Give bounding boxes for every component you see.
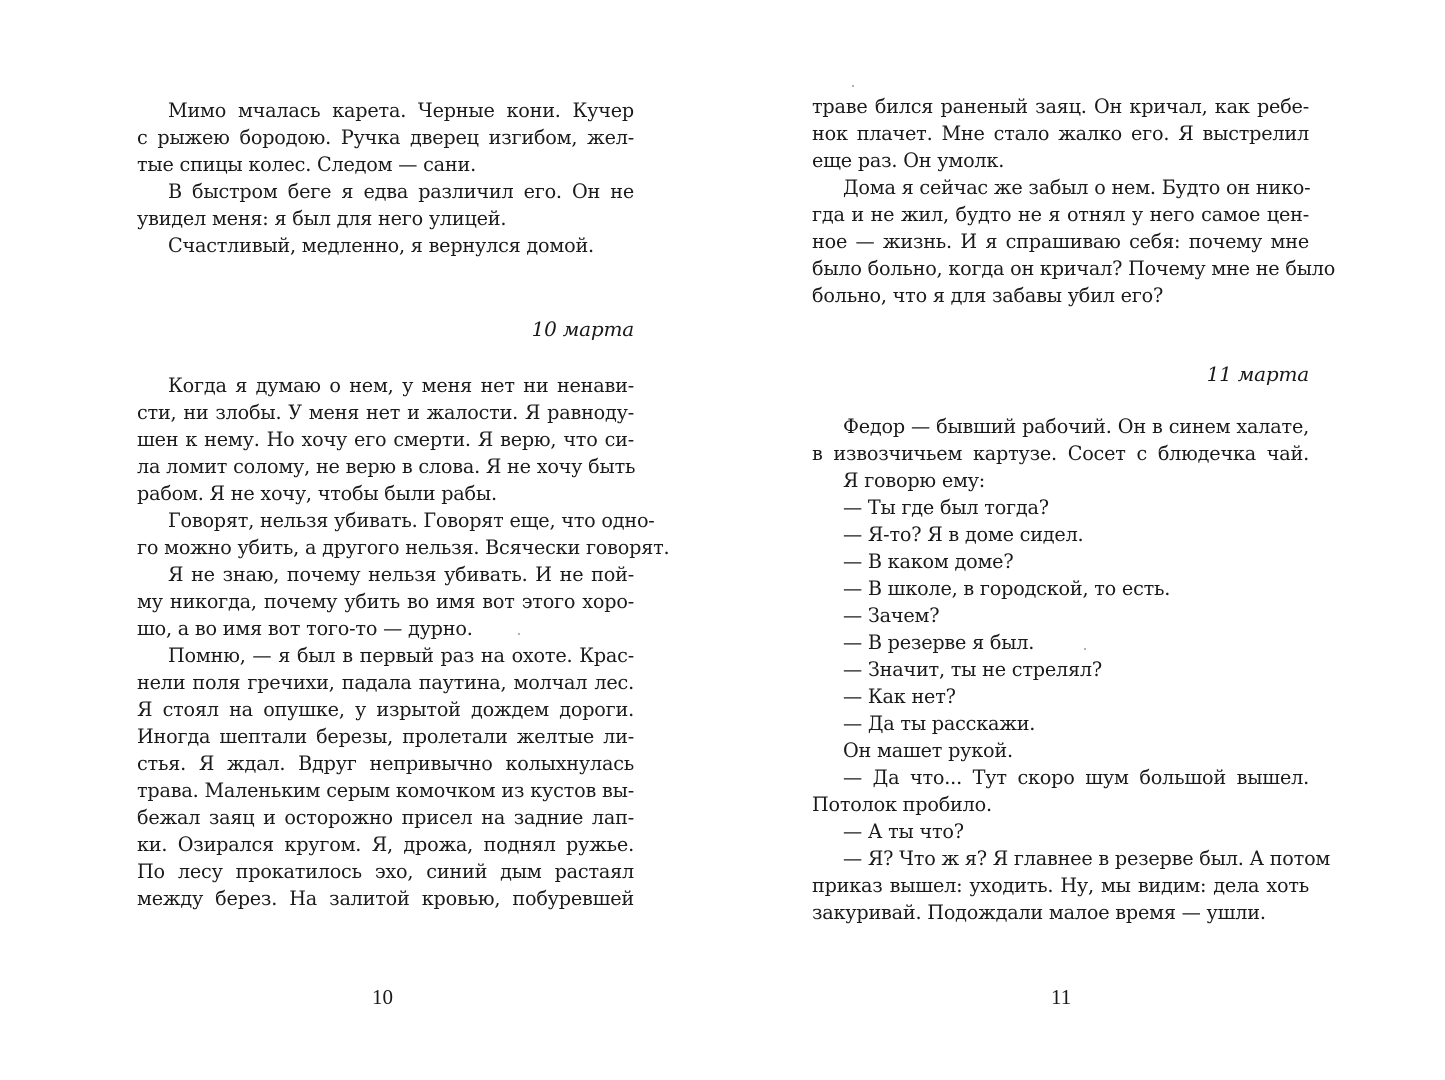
left-page	[0, 0, 722, 1080]
right-text-block-1	[812, 93, 1336, 309]
text-line: Я стоял на опушке, у изрытой дождем дороги.	[137, 698, 634, 721]
text-line: — Я? Что ж я? Я главнее в резерве был. А потом	[843, 847, 1331, 870]
text-line: Когда я думаю о нем, у меня нет ни ненави-	[168, 374, 634, 397]
text-line: еще раз. Он умолк.	[812, 149, 1005, 172]
paper-speck	[852, 85, 854, 87]
right-text-block-2	[812, 413, 1331, 926]
date-heading: 10 марта	[531, 317, 634, 341]
text-line: му никогда, почему убить во имя вот этого хоро-	[137, 590, 634, 613]
text-line: нок плачет. Мне стало жалко его. Я выстрелил	[812, 122, 1309, 145]
left-text-block-1	[137, 97, 634, 259]
text-line: рабом. Я не хочу, чтобы были рабы.	[137, 482, 497, 505]
text-line: трава. Маленьким серым комочком из кустов вы-	[137, 779, 634, 802]
text-line: траве бился раненый заяц. Он кричал, как ребе-	[812, 95, 1309, 118]
text-line: стья. Я ждал. Вдруг непривычно колыхнулась	[137, 752, 634, 775]
text-line: — Да что... Тут скоро шум большой вышел.	[843, 766, 1309, 789]
text-line: между берез. На залитой кровью, побуревшей	[137, 887, 634, 910]
text-line: больно, что я для забавы убил его?	[812, 284, 1164, 307]
text-line: Помню, — я был в первый раз на охоте. Крас-	[168, 644, 634, 667]
text-line: нели поля гречихи, падала паутина, молчал лес.	[137, 671, 634, 694]
text-line: было больно, когда он кричал? Почему мне не было	[812, 257, 1336, 280]
text-line: — В резерве я был.	[843, 631, 1035, 654]
page-number: 11	[1051, 985, 1072, 1009]
text-line: увидел меня: я был для него улицей.	[137, 207, 507, 230]
right-date-heading-block	[812, 361, 1309, 388]
text-line: Я говорю ему:	[843, 469, 986, 492]
text-line: Я не знаю, почему нельзя убивать. И не пой-	[168, 563, 634, 586]
text-line: Потолок пробило.	[812, 793, 992, 816]
text-line: шо, а во имя вот того-то — дурно.	[137, 617, 473, 640]
text-line: Мимо мчалась карета. Черные кони. Кучер	[168, 99, 634, 122]
text-line: Счастливый, медленно, я вернулся домой.	[168, 234, 594, 257]
text-line: — Я-то? Я в доме сидел.	[843, 523, 1084, 546]
text-line: — А ты что?	[843, 820, 964, 843]
text-line: — Зачем?	[843, 604, 940, 627]
text-line: Дома я сейчас же забыл о нем. Будто он нико-	[843, 176, 1311, 199]
left-text-block-2	[137, 372, 670, 912]
paper-speck	[518, 633, 520, 635]
paper-speck	[1084, 648, 1086, 650]
text-line: приказ вышел: уходить. Ну, мы видим: дела хоть	[812, 874, 1309, 897]
text-line: Он машет рукой.	[843, 739, 1013, 762]
text-line: — Значит, ты не стрелял?	[843, 658, 1102, 681]
page-number: 10	[372, 985, 393, 1009]
text-line: шен к нему. Но хочу его смерти. Я верю, что си-	[137, 428, 634, 451]
text-line: в извозчичьем картузе. Сосет с блюдечка чай.	[812, 442, 1309, 465]
right-page	[722, 0, 1445, 1080]
text-line: ки. Озирался кругом. Я, дрожа, поднял ружье.	[137, 833, 634, 856]
text-line: го можно убить, а другого нельзя. Всячески говорят.	[137, 536, 670, 559]
left-date-heading-block	[137, 316, 634, 343]
text-line: тые спицы колес. Следом — сани.	[137, 153, 476, 176]
text-line: закуривай. Подождали малое время — ушли.	[812, 901, 1266, 924]
text-line: сти, ни злобы. У меня нет и жалости. Я равноду-	[137, 401, 634, 424]
text-line: Иногда шептали березы, пролетали желтые ли-	[137, 725, 634, 748]
text-line: Говорят, нельзя убивать. Говорят еще, что одно-	[168, 509, 655, 532]
text-line: с рыжею бородою. Ручка дверец изгибом, жел-	[137, 126, 634, 149]
date-heading: 11 марта	[1206, 362, 1309, 386]
text-line: ное — жизнь. И я спрашиваю себя: почему мне	[812, 230, 1309, 253]
text-line: бежал заяц и осторожно присел на задние лап-	[137, 806, 634, 829]
text-line: — Ты где был тогда?	[843, 496, 1049, 519]
text-line: — Да ты расскажи.	[843, 712, 1036, 735]
text-line: — Как нет?	[843, 685, 956, 708]
text-line: Федор — бывший рабочий. Он в синем халате,	[843, 415, 1309, 438]
text-line: По лесу прокатилось эхо, синий дым растаял	[137, 860, 634, 883]
text-line: В быстром беге я едва различил его. Он не	[168, 180, 634, 203]
text-line: ла ломит солому, не верю в слова. Я не хочу быть	[137, 455, 636, 478]
text-line: — В каком доме?	[843, 550, 1014, 573]
text-line: гда и не жил, будто не я отнял у него самое цен-	[812, 203, 1309, 226]
text-line: — В школе, в городской, то есть.	[843, 577, 1171, 600]
